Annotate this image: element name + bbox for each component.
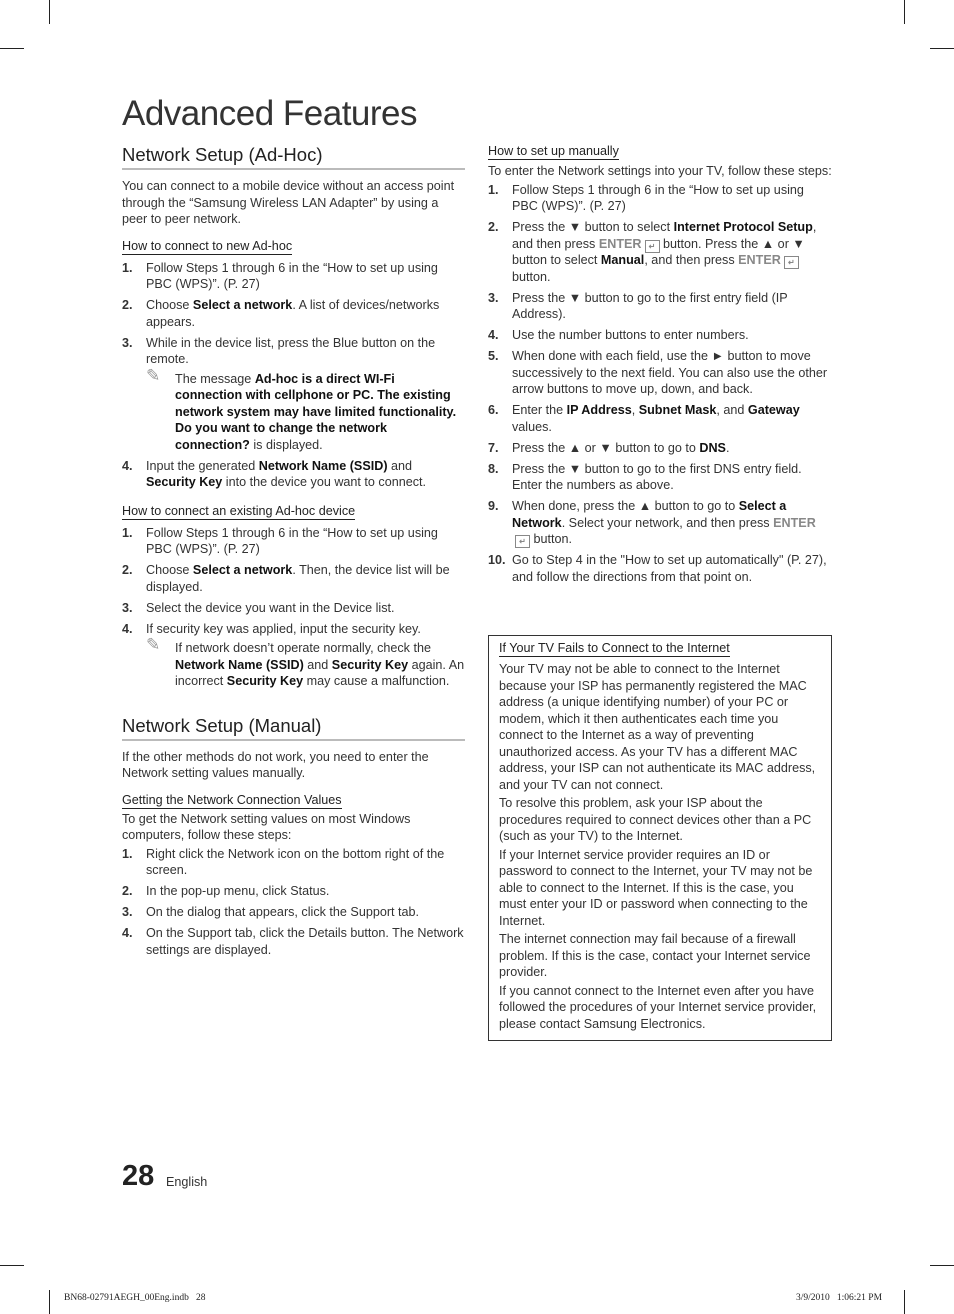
list-item: 7. Press the ▲ or ▼ button to go to DNS.: [488, 440, 730, 455]
print-slug-left: BN68-02791AEGH_00Eng.indb 28: [64, 1293, 206, 1303]
internet-fail-p1: Your TV may not be able to connect to the Internet because your ISP has permanently registered the MAC address (a unique identifying number) of your PC or modem, which it then authenticates each time you connect to the Internet as a way of preventing unauthorized access. As your TV has a different MAC address, your ISP can not authenticate its MAC address, and your TV can not connect.: [499, 662, 816, 792]
crop-mark: [930, 1265, 954, 1266]
existing-adhoc-steps: [122, 525, 465, 690]
enter-icon: ↵: [784, 256, 799, 269]
note: ✎ The message Ad-hoc is a direct WI-Fi connection with cellphone or PC. The existing network system may have limited functionality. Do you want to change the network connection? is displayed.: [146, 365, 457, 452]
crop-mark: [904, 0, 905, 24]
enter-icon: ↵: [515, 535, 530, 548]
list-item: 3. On the dialog that appears, click the Support tab.: [122, 905, 420, 919]
crop-mark: [49, 0, 50, 24]
enter-icon: ↵: [645, 240, 660, 253]
list-item: 3. Press the ▼ button to go to the first entry field (IP Address).: [488, 290, 788, 321]
crop-mark: [0, 48, 24, 49]
list-item: 4. If security key was applied, input the security key. ✎ If network doesn’t operate normally, check the Network Name (SSID) and Security Key again. An incorrect Security Key may cause a malfunction.: [122, 621, 465, 688]
left-column: [122, 143, 465, 963]
internet-fail-p2: To resolve this problem, ask your ISP about the procedures required to connect devices other than a PC (such as your TV) to the Internet.: [499, 796, 812, 843]
setup-manually-steps: [488, 182, 833, 586]
connection-values-subheading: Getting the Network Connection Values: [122, 792, 342, 807]
enter-label: ENTER: [738, 253, 781, 267]
enter-label: ENTER: [598, 236, 642, 251]
manual-heading: Network Setup (Manual): [122, 714, 465, 741]
list-item: 4. Use the number buttons to enter numbers.: [488, 328, 749, 342]
new-adhoc-steps: [122, 260, 465, 491]
list-item: 5. When done with each field, use the ► button to move successively to the next field. You can also use the other arrow buttons to move up, down, and back.: [488, 349, 828, 396]
enter-label: ENTER: [773, 515, 816, 530]
list-item: 3. While in the device list, press the Blue button on the remote. ✎ The message Ad-hoc is a direct WI-Fi connection with cellphone or PC. The existing network system may have limited functionality. Do you want to change the network connection? is displayed.: [122, 335, 465, 454]
internet-fail-p5: If you cannot connect to the Internet even after you have followed the procedures of your Internet service provider, please contact Samsung Electronics.: [499, 983, 817, 1031]
setup-manually-subheading: How to set up manually: [488, 144, 619, 158]
internet-fail-p4: The internet connection may fail because of a firewall problem. If this is the case, contact your Internet service provider.: [499, 932, 811, 979]
page-language: English: [166, 1175, 208, 1189]
list-item: 2. Choose Select a network. A list of devices/networks appears.: [122, 298, 440, 329]
list-item: 1. Follow Steps 1 through 6 in the “How to set up using PBC (WPS)”. (P. 27): [488, 182, 804, 213]
print-slug-right: 3/9/2010 1:06:21 PM: [796, 1293, 883, 1303]
crop-mark: [0, 1265, 24, 1266]
internet-fail-box: [488, 635, 832, 1041]
list-item: 3. Select the device you want in the Device list.: [122, 600, 395, 615]
page-number: 28: [122, 1160, 155, 1192]
crop-mark: [904, 1290, 905, 1314]
crop-mark: [49, 1290, 50, 1314]
adhoc-intro: You can connect to a mobile device without an access point through the “Samsung Wireless LAN Adapter” by using a peer to peer network.: [122, 179, 455, 226]
note: ✎ If network doesn’t operate normally, check the Network Name (SSID) and Security Key again. An incorrect Security Key may cause a malfunction.: [146, 635, 465, 688]
list-item: 4. On the Support tab, click the Details button. The Network settings are displayed.: [122, 926, 464, 957]
list-item: 2. Choose Select a network. Then, the device list will be displayed.: [122, 563, 450, 594]
crop-mark: [930, 48, 954, 49]
manual-intro: If the other methods do not work, you need to enter the Network setting values manually.: [122, 749, 429, 780]
internet-fail-heading: If Your TV Fails to Connect to the Internet: [499, 641, 730, 655]
list-item: 6. Enter the IP Address, Subnet Mask, and Gateway values.: [488, 403, 800, 434]
list-item: 8. Press the ▼ button to go to the first DNS entry field. Enter the numbers as above.: [488, 461, 802, 492]
note-pencil-icon: ✎: [146, 635, 161, 654]
list-item: 10. Go to Step 4 in the "How to set up automatically" (P. 27), and follow the directions from that point on.: [488, 553, 827, 584]
connection-values-steps: [122, 846, 465, 959]
list-item: 1. Follow Steps 1 through 6 in the “How to set up using PBC (WPS)”. (P. 27): [122, 525, 438, 556]
page-title: Advanced Features: [122, 94, 418, 133]
right-column: [488, 143, 833, 590]
list-item: 2. In the pop-up menu, click Status.: [122, 884, 330, 898]
adhoc-heading: Network Setup (Ad-Hoc): [122, 143, 465, 170]
new-adhoc-subheading: How to connect to new Ad-hoc: [122, 238, 293, 253]
list-item: 1. Follow Steps 1 through 6 in the “How to set up using PBC (WPS)”. (P. 27): [122, 260, 438, 291]
setup-manually-intro: To enter the Network settings into your TV, follow these steps:: [488, 164, 832, 178]
list-item: 1. Right click the Network icon on the bottom right of the screen.: [122, 846, 445, 877]
note-pencil-icon: ✎: [146, 365, 161, 385]
connection-values-intro: To get the Network setting values on most Windows computers, follow these steps:: [122, 811, 411, 842]
internet-fail-p3: If your Internet service provider requires an ID or password to connect to the Internet, your TV may not be able to connect to the Internet. If this is the case, you must enter your ID or password when connecting to the Internet.: [499, 847, 813, 928]
existing-adhoc-subheading: How to connect an existing Ad-hoc device: [122, 503, 356, 518]
list-item: 9. When done, press the ▲ button to go to Select a Network. Select your network, and then press ENTER↵ button.: [488, 499, 816, 546]
list-item: 2. Press the ▼ button to select Internet Protocol Setup, and then press ENTER ↵ button. Press the ▲ or ▼ button to select Manual, and then press ENTER ↵ button.: [488, 220, 817, 284]
list-item: 4. Input the generated Network Name (SSID) and Security Key into the device you want to connect.: [122, 458, 427, 489]
